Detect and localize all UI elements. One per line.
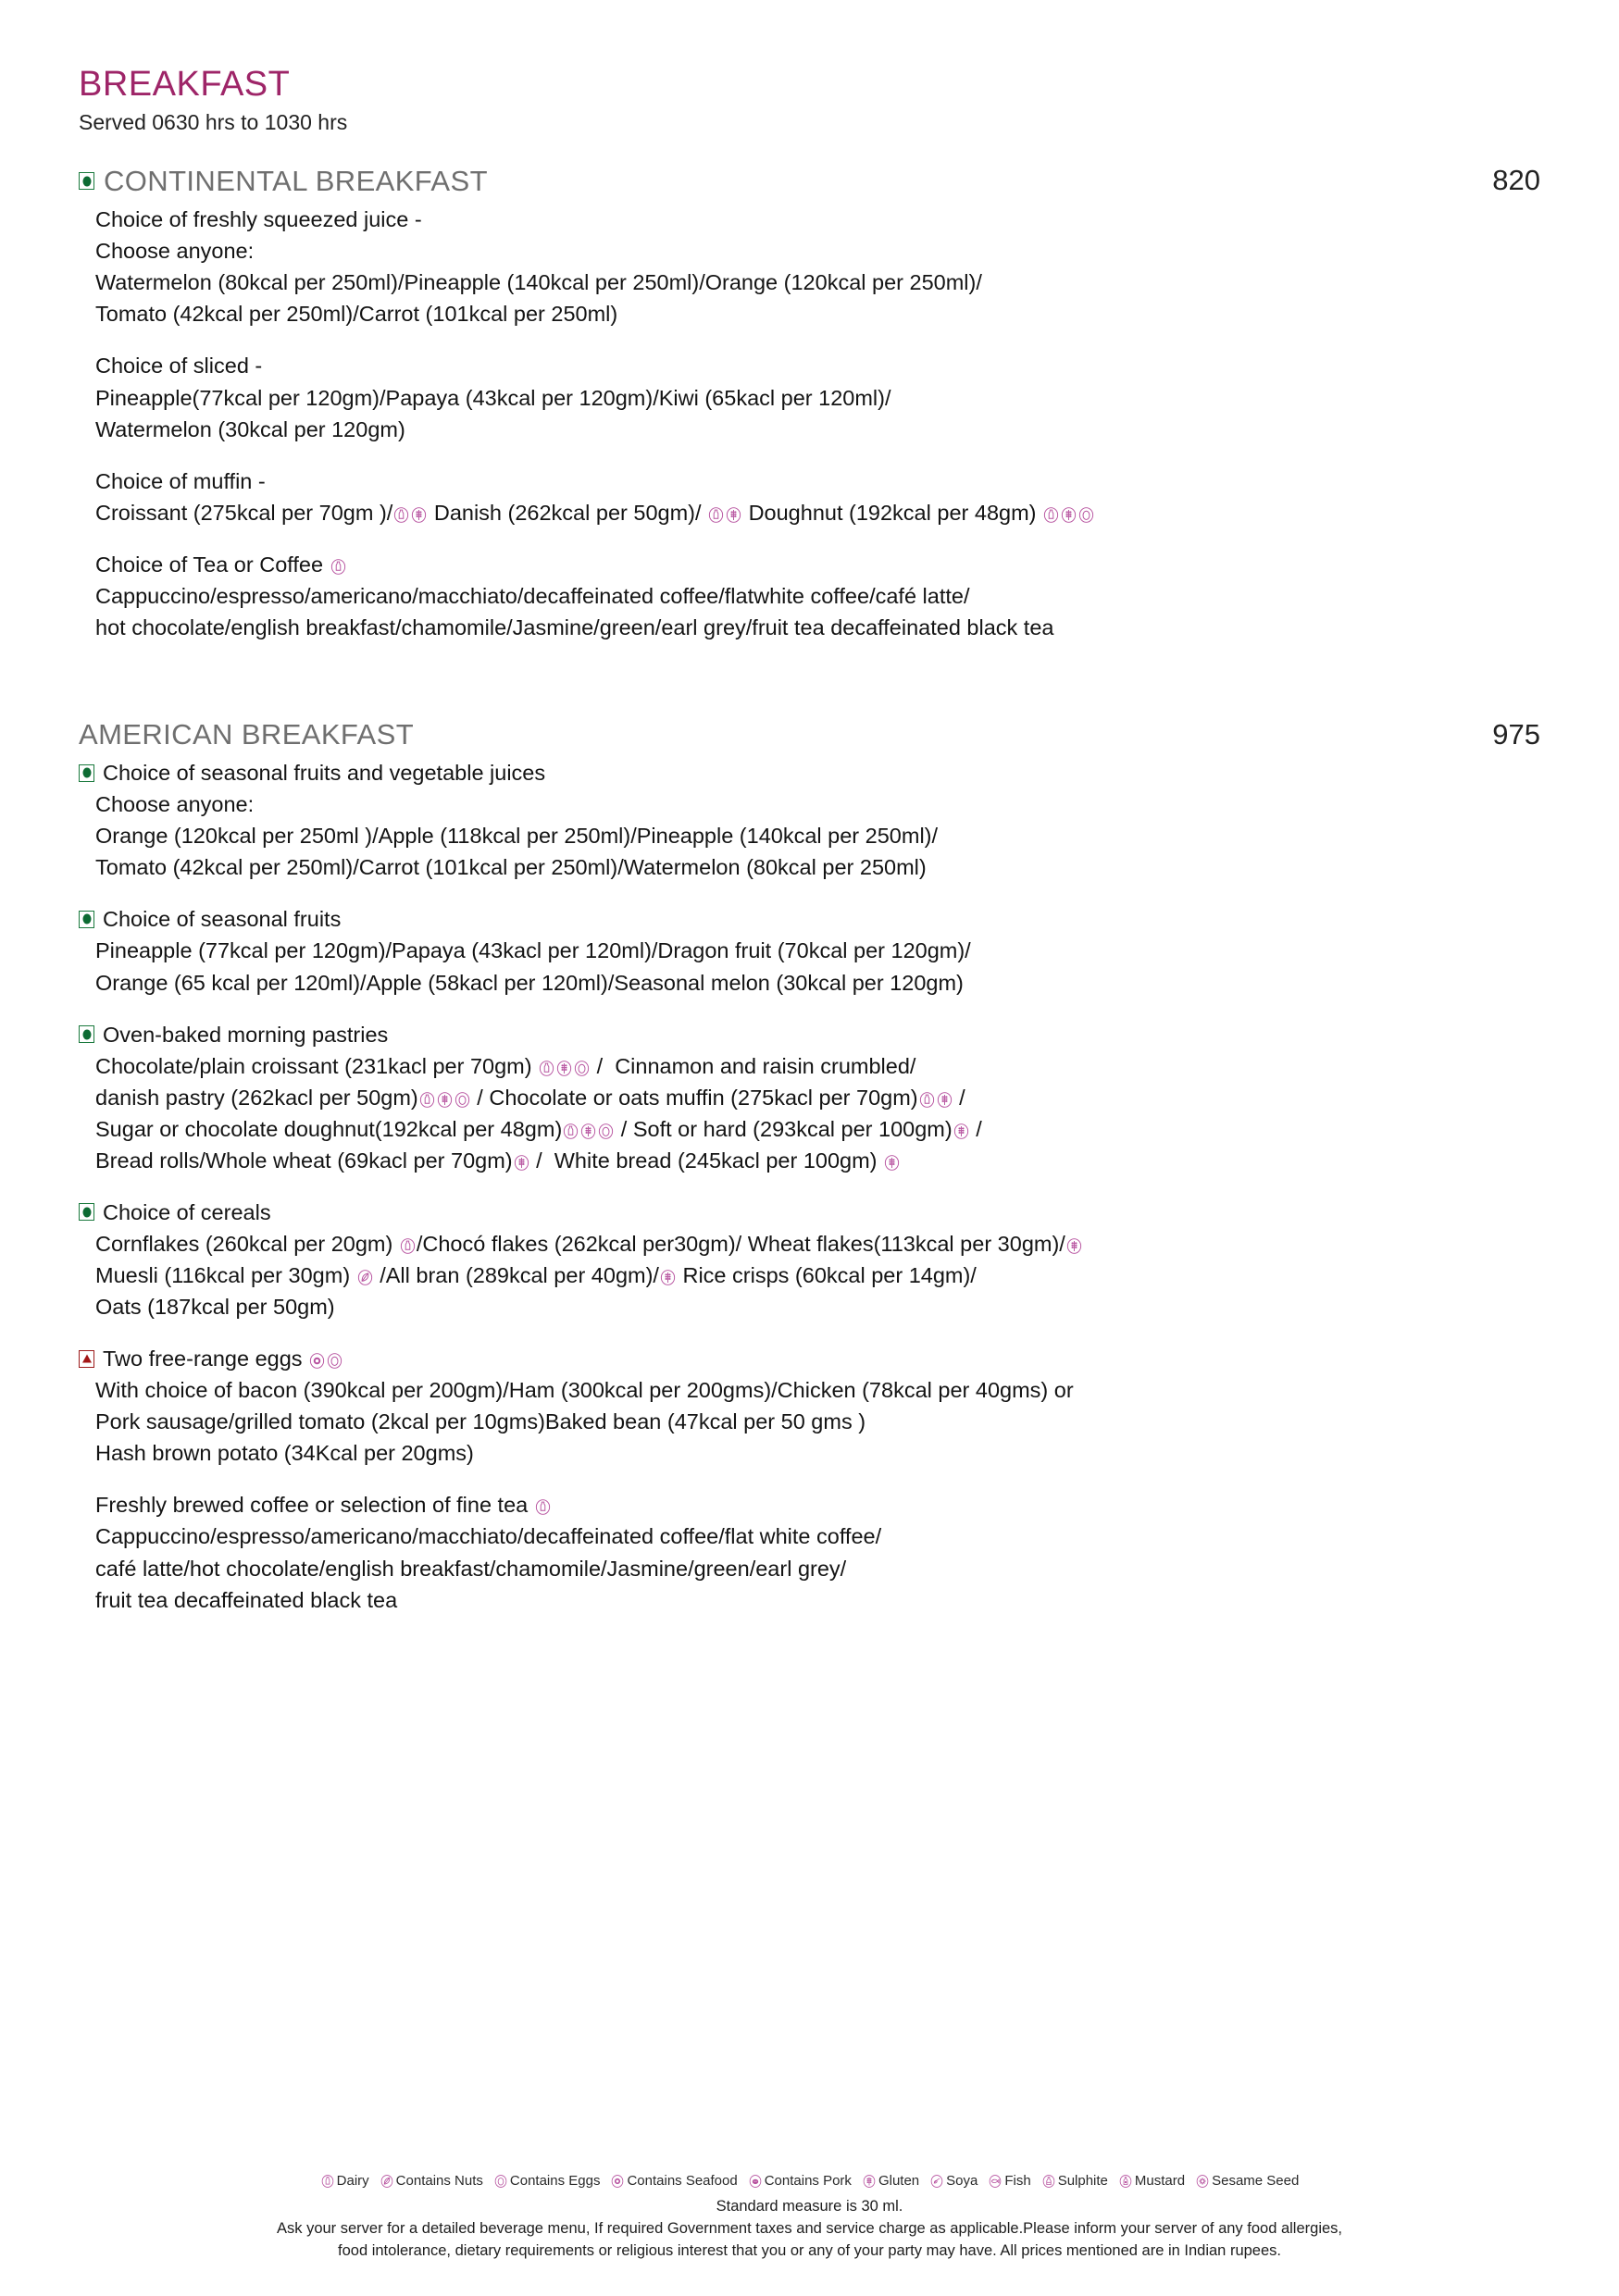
menu-item-group — [79, 1197, 1540, 1322]
menu-item-group — [79, 1019, 1540, 1176]
veg-marker-icon — [79, 1025, 94, 1043]
veg-marker-icon — [79, 1203, 94, 1221]
menu-item-heading — [79, 1197, 1540, 1228]
menu-item-heading-text: Choice of cereals — [103, 1199, 271, 1224]
menu-item-line: Pineapple (77kcal per 120gm)/Papaya (43kacl per 120ml)/Dragon fruit (70kcal per 120gm)/ — [95, 938, 971, 963]
menu-item-group — [79, 1343, 1540, 1469]
legend-item — [320, 2171, 369, 2191]
menu-item-group — [79, 465, 1540, 528]
menu-item-heading — [79, 1019, 1540, 1050]
menu-item-heading-text: Two free-range eggs — [103, 1343, 343, 1374]
nonveg-marker-icon — [79, 1350, 94, 1368]
gluten-icon — [437, 1092, 453, 1108]
dairy-icon — [539, 1061, 554, 1076]
menu-item-heading-text: Choice of seasonal fruits — [103, 907, 342, 932]
section-price: 975 — [1492, 717, 1540, 751]
menu-item-line: Oats (187kcal per 50gm) — [95, 1295, 335, 1320]
legend-item — [380, 2171, 483, 2191]
menu-item-line: Cappuccino/espresso/americano/macchiato/decaffeinated coffee/flatwhite coffee/café latte/ — [95, 583, 970, 608]
gluten-icon — [937, 1092, 953, 1108]
menu-item-group — [79, 549, 1540, 643]
dairy-icon — [400, 1238, 416, 1254]
menu-item-line: Choose anyone: — [95, 239, 255, 264]
eggs-icon — [574, 1061, 590, 1076]
menu-item-group — [79, 350, 1540, 444]
menu-item-line: Croissant (275kcal per 70gm )/ Danish (262kcal per 50gm)/ Doughnut (192kcal per 48gm) — [95, 497, 1540, 528]
legend-item — [493, 2171, 601, 2191]
nuts-icon — [380, 2175, 393, 2188]
eggs-icon — [1078, 507, 1094, 523]
eggs-icon — [494, 2175, 507, 2188]
legend-item-label: Dairy — [336, 2173, 369, 2190]
menu-item-line: fruit tea decaffeinated black tea — [95, 1587, 398, 1612]
legend-item — [1041, 2171, 1108, 2191]
section-title: AMERICAN BREAKFAST — [79, 717, 415, 751]
menu-item-line: Watermelon (80kcal per 250ml)/Pineapple (140kcal per 250ml)/Orange (120kcal per 250ml)/ — [95, 270, 982, 295]
menu-item-line: Muesli (116kcal per 30gm) /All bran (289kcal per 40gm)/ Rice crisps (60kcal per 14gm)/ — [95, 1263, 977, 1288]
legend-item — [929, 2171, 978, 2191]
dairy-icon — [330, 559, 346, 575]
legend-item-label: Contains Eggs — [509, 2173, 601, 2190]
section-header — [79, 163, 1540, 198]
menu-item-line: danish pastry (262kacl per 50gm) / Chocolate or oats muffin (275kacl per 70gm) / — [95, 1085, 965, 1110]
menu-item-line: Tomato (42kcal per 250ml)/Carrot (101kcal per 250ml)/Watermelon (80kcal per 250ml) — [95, 855, 927, 880]
legend-item — [610, 2171, 737, 2191]
mustard-icon — [1119, 2175, 1132, 2188]
menu-item-group — [79, 757, 1540, 883]
eggs-icon — [598, 1123, 614, 1139]
allergen-legend — [56, 2171, 1563, 2191]
menu-item-line: Choice of freshly squeezed juice - — [95, 207, 422, 232]
legend-item-label: Contains Seafood — [627, 2173, 738, 2190]
menu-section — [79, 717, 1540, 1616]
pork-icon — [749, 2175, 762, 2188]
section-header-left — [79, 164, 488, 198]
menu-item-line: Pork sausage/grilled tomato (2kcal per 10gms)Baked bean (47kcal per 50 gms ) — [95, 1409, 866, 1434]
legend-item-label: Fish — [1004, 2173, 1031, 2190]
sulphite-icon — [1042, 2175, 1055, 2188]
veg-marker-icon — [79, 172, 94, 190]
dairy-icon — [535, 1499, 551, 1515]
gluten-icon — [863, 2175, 876, 2188]
section-price: 820 — [1492, 164, 1540, 197]
eggs-icon — [455, 1092, 470, 1108]
gluten-icon — [726, 507, 741, 523]
gluten-icon — [1061, 507, 1077, 523]
gluten-icon — [411, 507, 427, 523]
legend-item-label: Contains Pork — [764, 2173, 852, 2190]
menu-item-line: Choice of Tea or Coffee — [95, 549, 1540, 580]
page-title: BREAKFAST — [79, 65, 291, 104]
gluten-icon — [556, 1061, 572, 1076]
gluten-icon — [1066, 1238, 1082, 1254]
dairy-icon — [708, 507, 724, 523]
gluten-icon — [660, 1270, 676, 1285]
menu-item-heading-text: Choice of seasonal fruits and vegetable juices — [103, 761, 546, 786]
section-header — [79, 717, 1540, 751]
menu-item-line: Choose anyone: — [95, 792, 255, 817]
section-header-left — [79, 717, 414, 751]
fish-icon — [989, 2175, 1002, 2188]
dairy-icon — [419, 1092, 435, 1108]
menu-item-line: Choice of sliced - — [95, 354, 263, 379]
standard-measure-note: Standard measure is 30 ml. — [716, 2198, 903, 2215]
menu-item-group — [79, 204, 1540, 329]
menu-item-heading — [79, 757, 1540, 788]
menu-item-line: Chocolate/plain croissant (231kacl per 70gm) / Cinnamon and raisin crumbled/ — [95, 1053, 916, 1078]
disclaimer-line-2: food intolerance, dietary requirements or religious interest that you or any of your party may have. All prices mentioned are in Indian rupees. — [338, 2242, 1281, 2260]
menu-item-heading — [79, 1343, 1540, 1374]
dairy-icon — [1043, 507, 1059, 523]
menu-item-line: With choice of bacon (390kcal per 200gm)/Ham (300kcal per 200gms)/Chicken (78kcal per 40gms) or — [95, 1378, 1074, 1403]
menu-sections — [79, 163, 1540, 1616]
gluten-icon — [884, 1155, 900, 1171]
dairy-icon — [563, 1123, 579, 1139]
gluten-icon — [514, 1155, 529, 1171]
gluten-icon — [953, 1123, 969, 1139]
menu-item-line: hot chocolate/english breakfast/chamomile/Jasmine/green/earl grey/fruit tea decaffeinated black tea — [95, 614, 1054, 639]
menu-item-line: Watermelon (30kcal per 120gm) — [95, 416, 405, 441]
disclaimer-line-1: Ask your server for a detailed beverage menu, If required Government taxes and service charge as applicable.Please inform your server of any food allergies, — [276, 2220, 1342, 2238]
menu-item-line: Sugar or chocolate doughnut(192kcal per 48gm) / Soft or hard (293kcal per 100gm) / — [95, 1116, 982, 1141]
gluten-icon — [580, 1123, 596, 1139]
veg-marker-icon — [79, 911, 94, 928]
section-spacer — [79, 664, 1540, 717]
menu-item-line: Orange (65 kcal per 120ml)/Apple (58kacl per 120ml)/Seasonal melon (30kcal per 120gm) — [95, 970, 964, 995]
nuts-icon — [357, 1270, 373, 1285]
menu-item-line: Hash brown potato (34Kcal per 20gms) — [95, 1441, 474, 1466]
legend-item — [988, 2171, 1030, 2191]
dairy-icon — [393, 507, 409, 523]
menu-item-line: Choice of muffin - — [95, 468, 266, 493]
page-footer — [0, 2171, 1619, 2263]
menu-item-line: Tomato (42kcal per 250ml)/Carrot (101kcal per 250ml) — [95, 302, 618, 327]
menu-item-group — [79, 903, 1540, 998]
section-title: CONTINENTAL BREAKFAST — [104, 165, 488, 198]
legend-item-label: Sulphite — [1057, 2173, 1108, 2190]
menu-item-line: Freshly brewed coffee or selection of fine tea — [95, 1489, 1540, 1520]
seafood-icon — [309, 1353, 325, 1369]
menu-item-group — [79, 1489, 1540, 1615]
legend-item-label: Gluten — [878, 2173, 920, 2190]
menu-item-line: Cornflakes (260kcal per 20gm) /Chocó flakes (262kcal per30gm)/ Wheat flakes(113kcal per 30gm)/ — [95, 1228, 1540, 1260]
legend-item-label: Contains Nuts — [395, 2173, 483, 2190]
legend-item-label: Mustard — [1134, 2173, 1186, 2190]
legend-item — [748, 2171, 852, 2191]
dairy-icon — [919, 1092, 935, 1108]
legend-item — [1195, 2171, 1299, 2191]
legend-item — [1118, 2171, 1185, 2191]
dairy-icon — [321, 2175, 334, 2188]
eggs-icon — [327, 1353, 342, 1369]
menu-item-line: Pineapple(77kcal per 120gm)/Papaya (43kcal per 120gm)/Kiwi (65kacl per 120ml)/ — [95, 385, 891, 410]
legend-item-label: Sesame Seed — [1212, 2173, 1300, 2190]
legend-item-label: Soya — [946, 2173, 978, 2190]
menu-item-line: Cappuccino/espresso/americano/macchiato/decaffeinated coffee/flat white coffee/ — [95, 1524, 882, 1549]
menu-item-heading — [79, 903, 1540, 935]
menu-section — [79, 163, 1540, 643]
soya-icon — [930, 2175, 943, 2188]
menu-item-line: Bread rolls/Whole wheat (69kacl per 70gm) / White bread (245kacl per 100gm) — [95, 1145, 1540, 1176]
seafood-icon — [611, 2175, 624, 2188]
menu-item-line: Orange (120kcal per 250ml )/Apple (118kcal per 250ml)/Pineapple (140kcal per 250ml)/ — [95, 824, 939, 849]
sesame-icon — [1196, 2175, 1209, 2188]
legend-item — [862, 2171, 919, 2191]
veg-marker-icon — [79, 764, 94, 782]
service-hours: Served 0630 hrs to 1030 hrs — [79, 109, 348, 134]
menu-item-heading-text: Oven-baked morning pastries — [103, 1022, 389, 1047]
menu-item-line: café latte/hot chocolate/english breakfast/chamomile/Jasmine/green/earl grey/ — [95, 1556, 847, 1581]
